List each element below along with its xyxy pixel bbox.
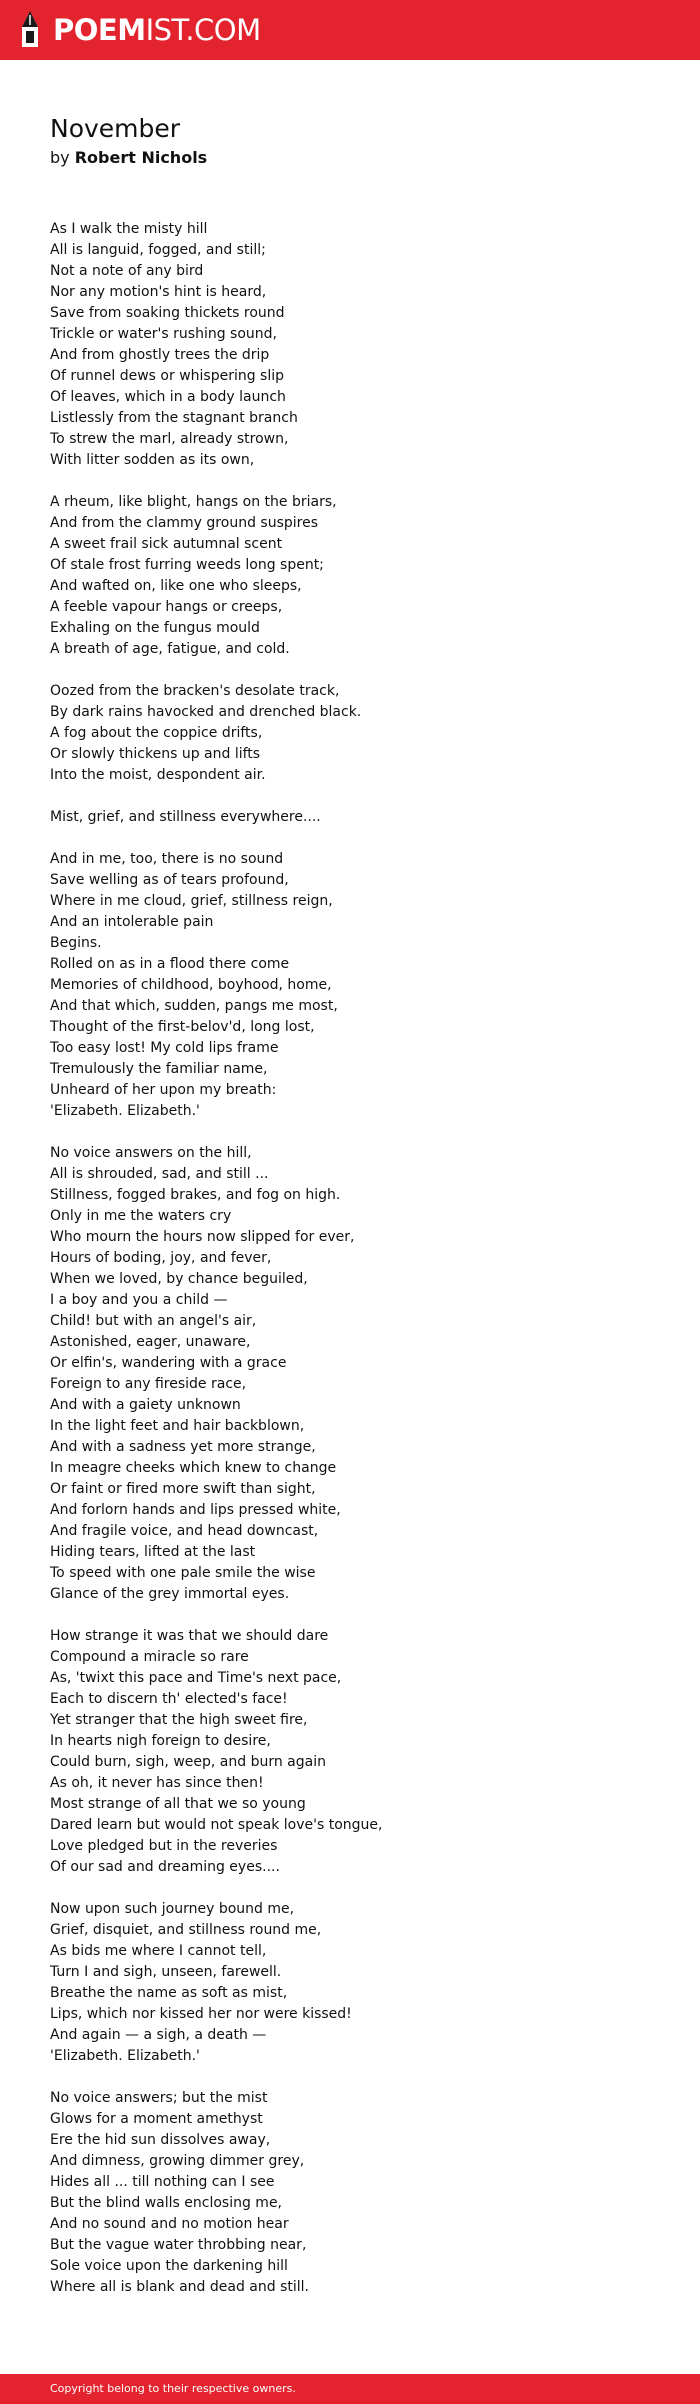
poem-line: With litter sodden as its own, — [50, 452, 255, 468]
poem-line: Listlessly from the stagnant branch — [50, 410, 298, 426]
poem-stanza — [50, 849, 670, 1122]
poem-line: Of leaves, which in a body launch — [50, 389, 286, 405]
site-logo[interactable] — [18, 9, 261, 51]
poem-stanza — [50, 681, 670, 786]
poem-line: Thought of the first-belov'd, long lost, — [50, 1019, 315, 1035]
poem-line: 'Elizabeth. Elizabeth.' — [50, 1103, 200, 1119]
poem-line: Glance of the grey immortal eyes. — [50, 1586, 290, 1602]
poem-line: In hearts nigh foreign to desire, — [50, 1733, 271, 1749]
poem-line: And an intolerable pain — [50, 914, 214, 930]
pen-nib-icon — [18, 9, 42, 51]
poem-line: A feeble vapour hangs or creeps, — [50, 599, 283, 615]
poem-line: Could burn, sigh, weep, and burn again — [50, 1754, 326, 1770]
logo-wordmark-light: IST.COM — [145, 12, 261, 47]
poem-line: And that which, sudden, pangs me most, — [50, 998, 338, 1014]
poem-line: And forlorn hands and lips pressed white, — [50, 1502, 341, 1518]
poem-line: Ere the hid sun dissolves away, — [50, 2132, 271, 2148]
poem-line: Rolled on as in a flood there come — [50, 956, 290, 972]
poem-line: Or faint or fired more swift than sight, — [50, 1481, 316, 1497]
poem-line: Who mourn the hours now slipped for ever, — [50, 1229, 355, 1245]
poem-line: Grief, disquiet, and stillness round me, — [50, 1922, 322, 1938]
poem-line: Glows for a moment amethyst — [50, 2111, 263, 2127]
poem-line: And again — a sigh, a death — — [50, 2027, 267, 2043]
poem-line: Hours of boding, joy, and fever, — [50, 1250, 272, 1266]
poem-line: Stillness, fogged brakes, and fog on high. — [50, 1187, 341, 1203]
poem-line: Love pledged but in the reveries — [50, 1838, 278, 1854]
poem-line: Now upon such journey bound me, — [50, 1901, 295, 1917]
poem-line: As I walk the misty hill — [50, 221, 208, 237]
poem-line: Most strange of all that we so young — [50, 1796, 306, 1812]
poem-line: Not a note of any bird — [50, 263, 204, 279]
poem-line: Or elfin's, wandering with a grace — [50, 1355, 287, 1371]
poem-stanza — [50, 492, 670, 660]
poem-title: November — [50, 114, 181, 143]
poem-line: And dimness, growing dimmer grey, — [50, 2153, 305, 2169]
poem-line: A breath of age, fatigue, and cold. — [50, 641, 290, 657]
poem-line: Of stale frost furring weeds long spent; — [50, 557, 324, 573]
poem-line: And with a gaiety unknown — [50, 1397, 241, 1413]
poem-line: A sweet frail sick autumnal scent — [50, 536, 283, 552]
poem-line: And with a sadness yet more strange, — [50, 1439, 316, 1455]
poem-line: Hiding tears, lifted at the last — [50, 1544, 256, 1560]
poem-line: Turn I and sigh, unseen, farewell. — [50, 1964, 282, 1980]
poem-line: As oh, it never has since then! — [50, 1775, 264, 1791]
poem-line: To speed with one pale smile the wise — [50, 1565, 316, 1581]
poem-line: How strange it was that we should dare — [50, 1628, 329, 1644]
poem-author[interactable]: Robert Nichols — [74, 148, 208, 167]
poem-line: Memories of childhood, boyhood, home, — [50, 977, 332, 993]
poem-line: A fog about the coppice drifts, — [50, 725, 263, 741]
poem-byline — [50, 148, 207, 167]
poem-line: And wafted on, like one who sleeps, — [50, 578, 302, 594]
poem-line: Where all is blank and dead and still. — [50, 2279, 309, 2295]
poem-line: All is languid, fogged, and still; — [50, 242, 266, 258]
poem-line: Into the moist, despondent air. — [50, 767, 266, 783]
poem-line: But the vague water throbbing near, — [50, 2237, 307, 2253]
poem-line: Save from soaking thickets round — [50, 305, 285, 321]
logo-wordmark-bold: POEM — [53, 12, 146, 47]
poem-stanza — [50, 1626, 670, 1878]
poem-line: Hides all ... till nothing can I see — [50, 2174, 275, 2190]
poem-line: 'Elizabeth. Elizabeth.' — [50, 2048, 200, 2064]
poem-line: As, 'twixt this pace and Time's next pace, — [50, 1670, 342, 1686]
poem-line: And from ghostly trees the drip — [50, 347, 270, 363]
poem-line: Lips, which nor kissed her nor were kissed! — [50, 2006, 352, 2022]
poem-line: Oozed from the bracken's desolate track, — [50, 683, 340, 699]
poem-stanza — [50, 219, 670, 471]
poem-line: Save welling as of tears profound, — [50, 872, 289, 888]
poem-line: And from the clammy ground suspires — [50, 515, 318, 531]
poem-line: All is shrouded, sad, and still ... — [50, 1166, 269, 1182]
poem-line: Compound a miracle so rare — [50, 1649, 249, 1665]
poem-line: Child! but with an angel's air, — [50, 1313, 257, 1329]
poem-line: To strew the marl, already strown, — [50, 431, 289, 447]
poem-line: Only in me the waters cry — [50, 1208, 232, 1224]
poem-line: As bids me where I cannot tell, — [50, 1943, 267, 1959]
poem-line: A rheum, like blight, hangs on the briars, — [50, 494, 337, 510]
by-label: by — [50, 148, 70, 167]
poem-line: And no sound and no motion hear — [50, 2216, 289, 2232]
poem-line: Foreign to any fireside race, — [50, 1376, 247, 1392]
poem-line: Each to discern th' elected's face! — [50, 1691, 288, 1707]
poem-line: But the blind walls enclosing me, — [50, 2195, 283, 2211]
logo-wordmark — [53, 12, 261, 47]
poem-line: Or slowly thickens up and lifts — [50, 746, 261, 762]
poem-stanza — [50, 1143, 670, 1605]
poem-line: Where in me cloud, grief, stillness reign, — [50, 893, 333, 909]
poem-line: Begins. — [50, 935, 102, 951]
poem-line: In the light feet and hair backblown, — [50, 1418, 305, 1434]
poem-line: Yet stranger that the high sweet fire, — [50, 1712, 308, 1728]
poem-stanza — [50, 2088, 670, 2298]
poem-stanza — [50, 1899, 670, 2067]
poem-line: In meagre cheeks which knew to change — [50, 1460, 337, 1476]
poem-line: No voice answers on the hill, — [50, 1145, 252, 1161]
poem-line: By dark rains havocked and drenched black. — [50, 704, 362, 720]
poem-line: And fragile voice, and head downcast, — [50, 1523, 319, 1539]
site-footer — [0, 2374, 700, 2404]
poem-line: Mist, grief, and stillness everywhere.... — [50, 809, 321, 825]
poem-line: Of our sad and dreaming eyes.... — [50, 1859, 280, 1875]
poem-line: Sole voice upon the darkening hill — [50, 2258, 288, 2274]
poem-line: Astonished, eager, unaware, — [50, 1334, 251, 1350]
poem-line: I a boy and you a child — — [50, 1292, 228, 1308]
poem-line: No voice answers; but the mist — [50, 2090, 268, 2106]
site-header — [0, 0, 700, 60]
poem-line: Dared learn but would not speak love's tongue, — [50, 1817, 383, 1833]
poem-line: Trickle or water's rushing sound, — [50, 326, 277, 342]
poem-line: And in me, too, there is no sound — [50, 851, 284, 867]
poem-line: Of runnel dews or whispering slip — [50, 368, 285, 384]
poem-line: Tremulously the familiar name, — [50, 1061, 268, 1077]
poem-stanza — [50, 807, 670, 828]
poem-line: Too easy lost! My cold lips frame — [50, 1040, 279, 1056]
poem-line: Breathe the name as soft as mist, — [50, 1985, 288, 2001]
poem-line: Unheard of her upon my breath: — [50, 1082, 277, 1098]
poem-body — [50, 219, 670, 2319]
poem-line: Exhaling on the fungus mould — [50, 620, 260, 636]
poem-line: Nor any motion's hint is heard, — [50, 284, 267, 300]
copyright-text: Copyright belong to their respective owners. — [50, 2382, 296, 2395]
poem-line: When we loved, by chance beguiled, — [50, 1271, 308, 1287]
